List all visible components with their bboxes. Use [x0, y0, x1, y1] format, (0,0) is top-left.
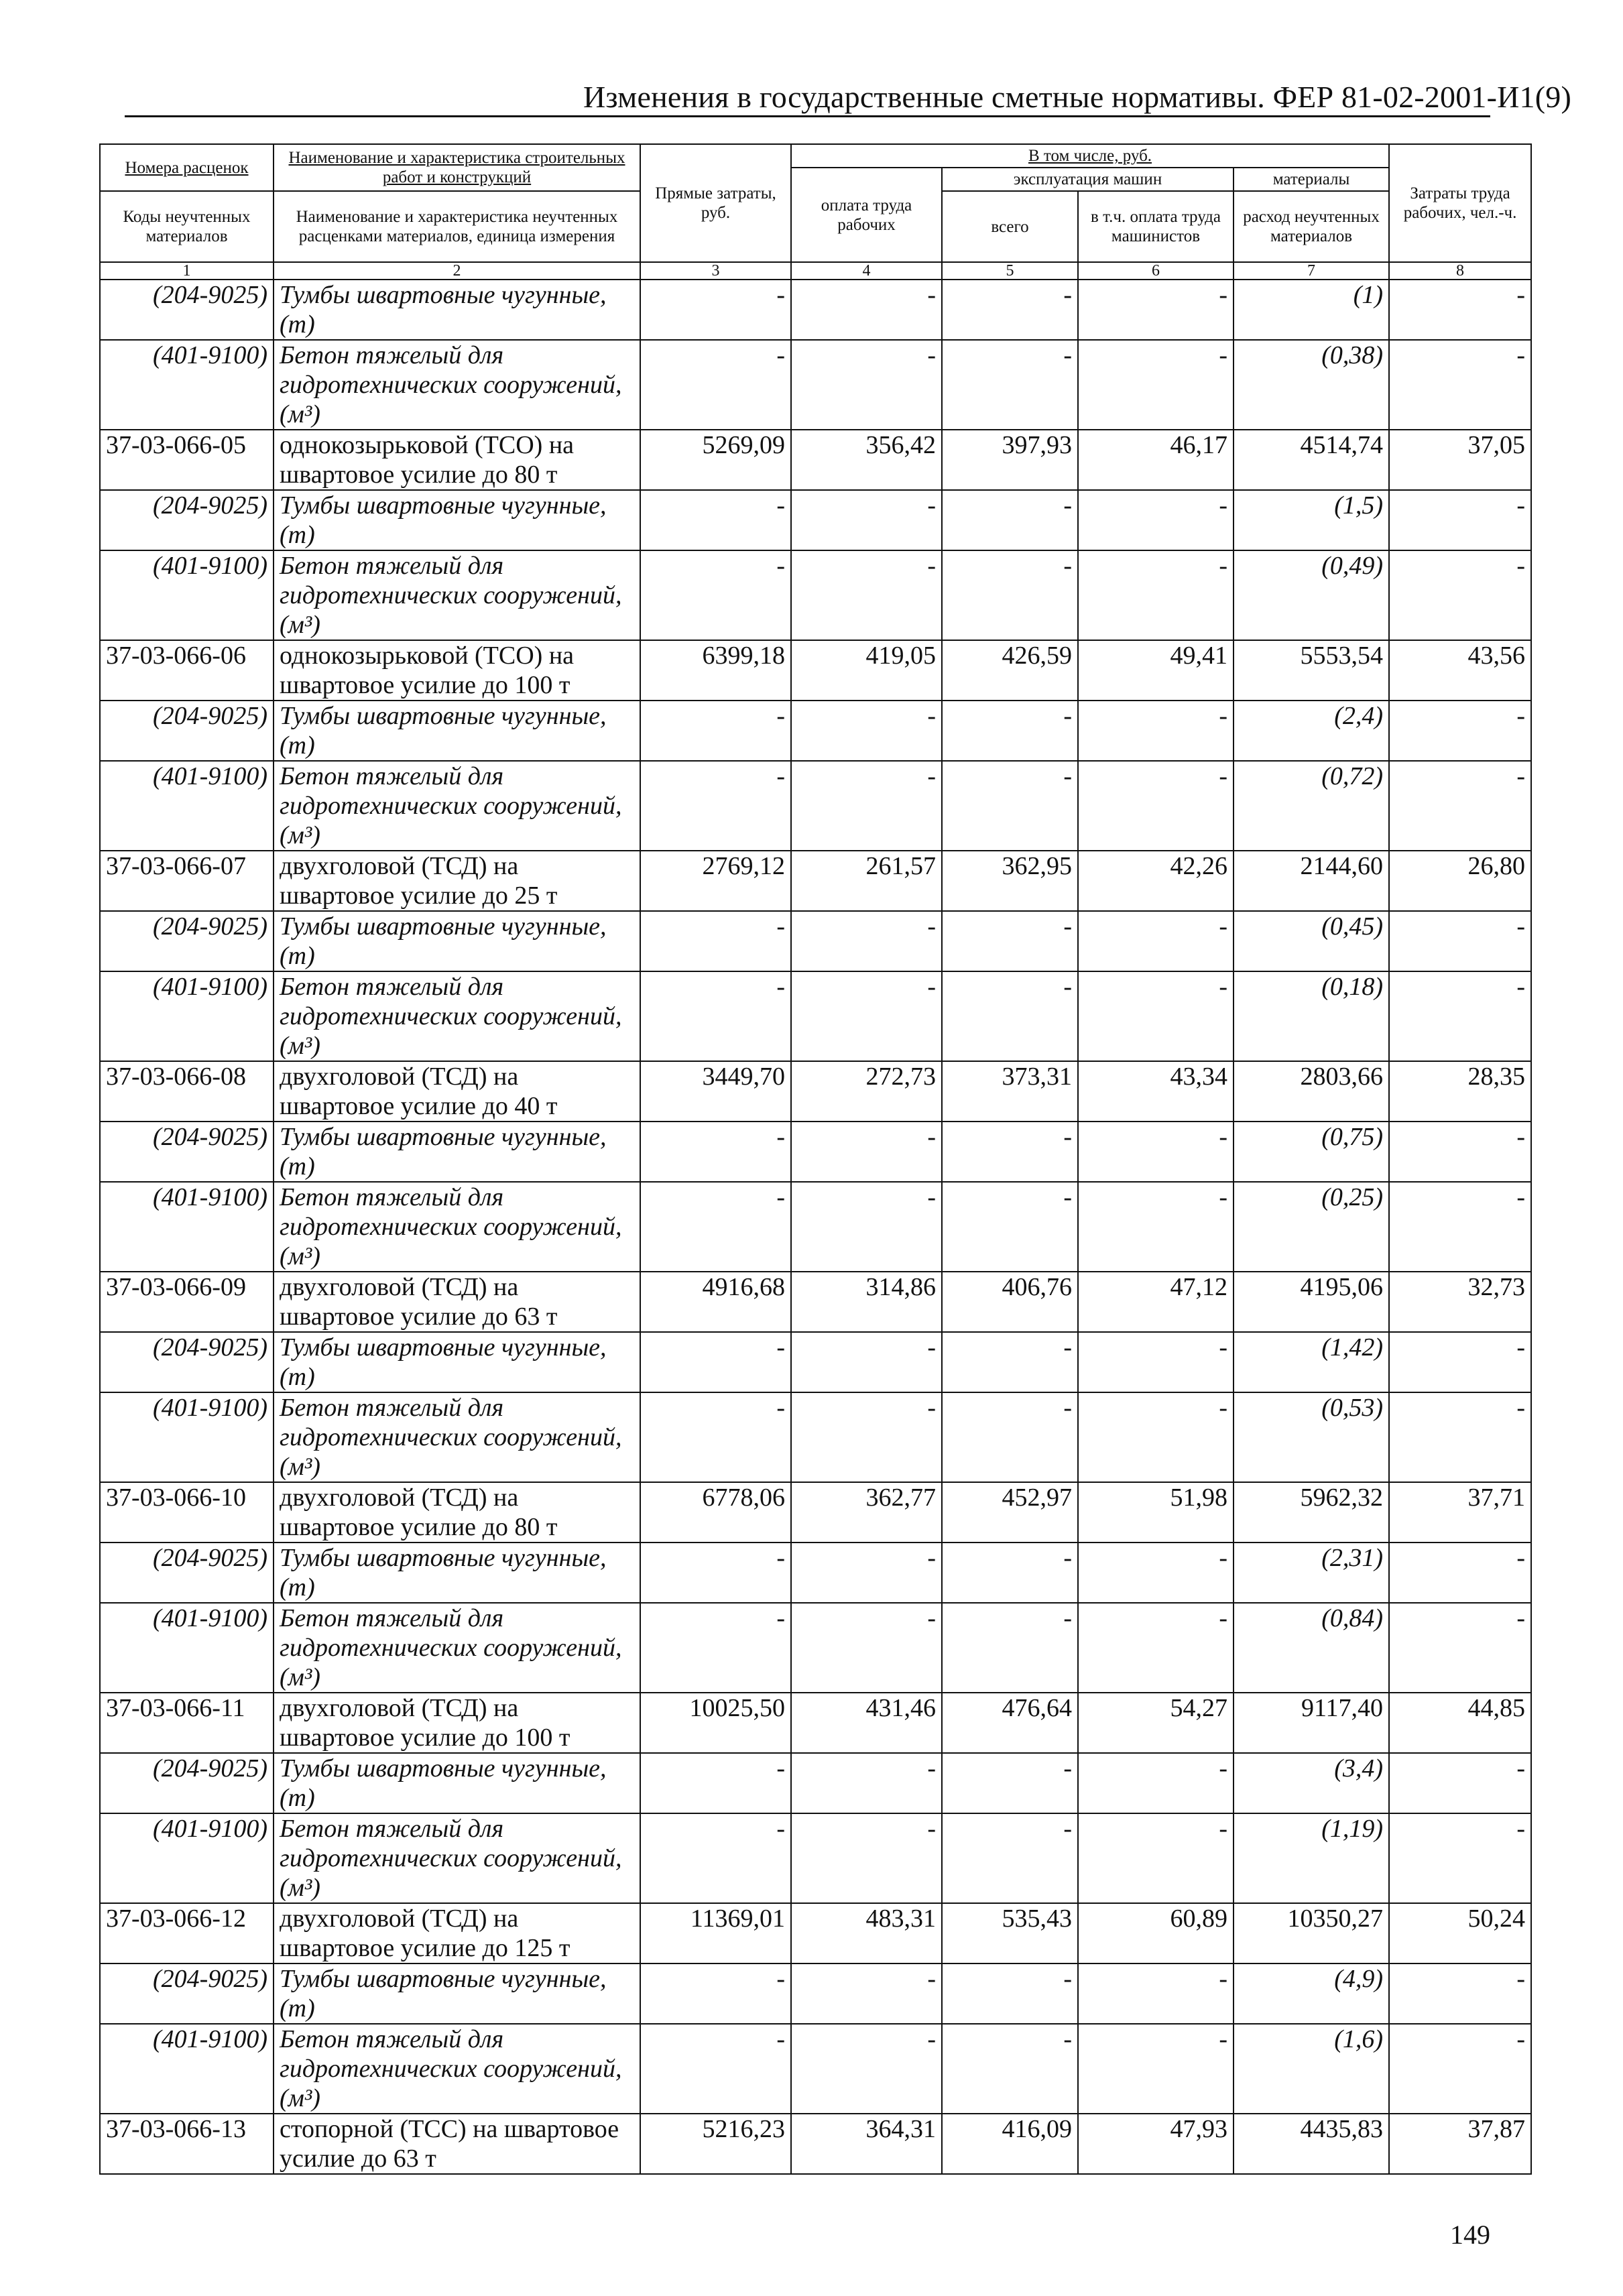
- machinist-wages-cell: -: [1078, 280, 1234, 340]
- machines-total-cell: -: [942, 1963, 1078, 2024]
- material-code: (204-9025): [100, 1963, 274, 2024]
- wages-cell: -: [791, 550, 942, 640]
- header-unaccounted-materials: расход неучтенных материалов: [1234, 191, 1389, 262]
- table-row-material: [100, 1813, 1531, 1903]
- direct-costs-cell: 4916,68: [640, 1272, 791, 1332]
- material-code: (204-9025): [100, 280, 274, 340]
- direct-costs-cell: -: [640, 1182, 791, 1272]
- machines-total-cell: -: [942, 971, 1078, 1061]
- rate-code: 37-03-066-10: [100, 1482, 274, 1543]
- table-row-material: [100, 911, 1531, 971]
- labor-costs-cell: 28,35: [1389, 1061, 1531, 1122]
- material-name: Бетон тяжелый для гидротехнических сооружений, (м³): [274, 1392, 640, 1482]
- work-name: двухголовой (ТСД) на швартовое усилие до 63 т: [274, 1272, 640, 1332]
- table-row-rate: [100, 851, 1531, 911]
- header-work-name-label: Наименование и характеристика строительных работ и конструкций: [288, 149, 625, 186]
- material-name: Бетон тяжелый для гидротехнических сооружений, (м³): [274, 971, 640, 1061]
- labor-costs-cell: 43,56: [1389, 640, 1531, 701]
- column-number: 6: [1078, 262, 1234, 280]
- labor-costs-cell: -: [1389, 1392, 1531, 1482]
- rates-table: [99, 143, 1532, 2175]
- labor-costs-cell: -: [1389, 761, 1531, 851]
- table-row-material: [100, 280, 1531, 340]
- wages-cell: -: [791, 490, 942, 550]
- table-row-rate: [100, 1693, 1531, 1753]
- page-number: 149: [1450, 2220, 1490, 2250]
- materials-cell: 5553,54: [1234, 640, 1389, 701]
- header-including-label: В том числе, руб.: [1028, 147, 1152, 165]
- machinist-wages-cell: 46,17: [1078, 430, 1234, 490]
- direct-costs-cell: -: [640, 490, 791, 550]
- labor-costs-cell: -: [1389, 1543, 1531, 1603]
- table-row-rate: [100, 2114, 1531, 2174]
- labor-costs-cell: -: [1389, 1963, 1531, 2024]
- table-row-material: [100, 1603, 1531, 1693]
- header-machinist-wages: в т.ч. оплата труда машинистов: [1078, 191, 1234, 262]
- machinist-wages-cell: 49,41: [1078, 640, 1234, 701]
- material-code: (401-9100): [100, 1392, 274, 1482]
- material-code: (204-9025): [100, 701, 274, 761]
- header-rate-numbers-label: Номера расценок: [125, 158, 249, 177]
- table-row-material: [100, 2024, 1531, 2114]
- rate-code: 37-03-066-12: [100, 1903, 274, 1963]
- material-consumption-cell: (1,5): [1234, 490, 1389, 550]
- labor-costs-cell: -: [1389, 1813, 1531, 1903]
- labor-costs-cell: 32,73: [1389, 1272, 1531, 1332]
- direct-costs-cell: 2769,12: [640, 851, 791, 911]
- work-name: однокозырьковой (ТСО) на швартовое усилие до 100 т: [274, 640, 640, 701]
- material-consumption-cell: (0,18): [1234, 971, 1389, 1061]
- machinist-wages-cell: -: [1078, 761, 1234, 851]
- material-code: (401-9100): [100, 971, 274, 1061]
- rate-code: 37-03-066-05: [100, 430, 274, 490]
- direct-costs-cell: -: [640, 2024, 791, 2114]
- direct-costs-cell: -: [640, 1332, 791, 1392]
- wages-cell: -: [791, 340, 942, 430]
- material-code: (401-9100): [100, 340, 274, 430]
- wages-cell: -: [791, 1122, 942, 1182]
- wages-cell: -: [791, 761, 942, 851]
- machines-total-cell: -: [942, 1122, 1078, 1182]
- machines-total-cell: 362,95: [942, 851, 1078, 911]
- labor-costs-cell: -: [1389, 1603, 1531, 1693]
- labor-costs-cell: 50,24: [1389, 1903, 1531, 1963]
- materials-cell: 9117,40: [1234, 1693, 1389, 1753]
- machines-total-cell: -: [942, 1182, 1078, 1272]
- direct-costs-cell: -: [640, 761, 791, 851]
- table-row-rate: [100, 1272, 1531, 1332]
- machinist-wages-cell: -: [1078, 971, 1234, 1061]
- material-code: (401-9100): [100, 550, 274, 640]
- machines-total-cell: -: [942, 1543, 1078, 1603]
- machinist-wages-cell: -: [1078, 1392, 1234, 1482]
- wages-cell: -: [791, 911, 942, 971]
- direct-costs-cell: -: [640, 1392, 791, 1482]
- direct-costs-cell: -: [640, 1543, 791, 1603]
- machinist-wages-cell: 43,34: [1078, 1061, 1234, 1122]
- machines-total-cell: 426,59: [942, 640, 1078, 701]
- machines-total-cell: 535,43: [942, 1903, 1078, 1963]
- work-name: двухголовой (ТСД) на швартовое усилие до 125 т: [274, 1903, 640, 1963]
- header-including-group: [791, 144, 1389, 168]
- wages-cell: -: [791, 1543, 942, 1603]
- direct-costs-cell: 6399,18: [640, 640, 791, 701]
- labor-costs-cell: -: [1389, 701, 1531, 761]
- column-number: 2: [274, 262, 640, 280]
- material-name: Тумбы швартовные чугунные, (т): [274, 1122, 640, 1182]
- machines-total-cell: -: [942, 701, 1078, 761]
- table-row-rate: [100, 1061, 1531, 1122]
- material-code: (401-9100): [100, 761, 274, 851]
- labor-costs-cell: -: [1389, 1332, 1531, 1392]
- wages-cell: 356,42: [791, 430, 942, 490]
- wages-cell: -: [791, 1603, 942, 1693]
- labor-costs-cell: -: [1389, 1182, 1531, 1272]
- material-consumption-cell: (1,6): [1234, 2024, 1389, 2114]
- header-machines-total: всего: [942, 191, 1078, 262]
- machinist-wages-cell: 60,89: [1078, 1903, 1234, 1963]
- table-row-material: [100, 550, 1531, 640]
- wages-cell: 419,05: [791, 640, 942, 701]
- direct-costs-cell: 5269,09: [640, 430, 791, 490]
- table-row-material: [100, 971, 1531, 1061]
- direct-costs-cell: -: [640, 280, 791, 340]
- labor-costs-cell: -: [1389, 911, 1531, 971]
- rate-code: 37-03-066-13: [100, 2114, 274, 2174]
- machines-total-cell: -: [942, 911, 1078, 971]
- materials-cell: 4195,06: [1234, 1272, 1389, 1332]
- direct-costs-cell: 6778,06: [640, 1482, 791, 1543]
- material-consumption-cell: (2,4): [1234, 701, 1389, 761]
- wages-cell: -: [791, 1182, 942, 1272]
- column-number: 3: [640, 262, 791, 280]
- machines-total-cell: -: [942, 1392, 1078, 1482]
- material-name: Бетон тяжелый для гидротехнических сооружений, (м³): [274, 1182, 640, 1272]
- machinist-wages-cell: -: [1078, 2024, 1234, 2114]
- direct-costs-cell: -: [640, 550, 791, 640]
- material-consumption-cell: (2,31): [1234, 1543, 1389, 1603]
- column-number: 4: [791, 262, 942, 280]
- labor-costs-cell: -: [1389, 280, 1531, 340]
- column-number: 1: [100, 262, 274, 280]
- column-number: 5: [942, 262, 1078, 280]
- wages-cell: -: [791, 701, 942, 761]
- material-name: Тумбы швартовные чугунные, (т): [274, 1332, 640, 1392]
- direct-costs-cell: 3449,70: [640, 1061, 791, 1122]
- material-name: Тумбы швартовные чугунные, (т): [274, 490, 640, 550]
- header-machines-group: эксплуатация машин: [942, 168, 1234, 191]
- direct-costs-cell: -: [640, 1122, 791, 1182]
- direct-costs-cell: -: [640, 1963, 791, 2024]
- table-body: [100, 280, 1531, 2174]
- table-row-material: [100, 1963, 1531, 2024]
- table-row-material: [100, 1543, 1531, 1603]
- wages-cell: -: [791, 1753, 942, 1813]
- direct-costs-cell: 5216,23: [640, 2114, 791, 2174]
- materials-cell: 10350,27: [1234, 1903, 1389, 1963]
- machines-total-cell: 373,31: [942, 1061, 1078, 1122]
- machines-total-cell: -: [942, 340, 1078, 430]
- header-rate-numbers: [100, 144, 274, 191]
- material-consumption-cell: (0,75): [1234, 1122, 1389, 1182]
- material-consumption-cell: (0,53): [1234, 1392, 1389, 1482]
- table-row-rate: [100, 430, 1531, 490]
- direct-costs-cell: -: [640, 340, 791, 430]
- machines-total-cell: -: [942, 1332, 1078, 1392]
- direct-costs-cell: -: [640, 1603, 791, 1693]
- machines-total-cell: 476,64: [942, 1693, 1078, 1753]
- rate-code: 37-03-066-06: [100, 640, 274, 701]
- header-wages-workers: оплата труда рабочих: [791, 168, 942, 262]
- machinist-wages-cell: -: [1078, 550, 1234, 640]
- machinist-wages-cell: -: [1078, 911, 1234, 971]
- material-code: (401-9100): [100, 1813, 274, 1903]
- material-consumption-cell: (4,9): [1234, 1963, 1389, 2024]
- material-name: Тумбы швартовные чугунные, (т): [274, 280, 640, 340]
- table-row-material: [100, 1753, 1531, 1813]
- labor-costs-cell: 37,87: [1389, 2114, 1531, 2174]
- table-row-material: [100, 1182, 1531, 1272]
- table-row-material: [100, 701, 1531, 761]
- labor-costs-cell: -: [1389, 340, 1531, 430]
- machinist-wages-cell: 42,26: [1078, 851, 1234, 911]
- rate-code: 37-03-066-08: [100, 1061, 274, 1122]
- labor-costs-cell: -: [1389, 1753, 1531, 1813]
- direct-costs-cell: -: [640, 911, 791, 971]
- machines-total-cell: -: [942, 280, 1078, 340]
- material-consumption-cell: (0,45): [1234, 911, 1389, 971]
- material-code: (401-9100): [100, 1182, 274, 1272]
- rate-code: 37-03-066-07: [100, 851, 274, 911]
- work-name: двухголовой (ТСД) на швартовое усилие до 100 т: [274, 1693, 640, 1753]
- material-code: (401-9100): [100, 2024, 274, 2114]
- labor-costs-cell: -: [1389, 971, 1531, 1061]
- machines-total-cell: -: [942, 490, 1078, 550]
- direct-costs-cell: -: [640, 701, 791, 761]
- material-consumption-cell: (0,38): [1234, 340, 1389, 430]
- machinist-wages-cell: -: [1078, 1332, 1234, 1392]
- table-row-rate: [100, 640, 1531, 701]
- header-rule: [125, 115, 1490, 117]
- material-name: Тумбы швартовные чугунные, (т): [274, 1543, 640, 1603]
- material-consumption-cell: (1,19): [1234, 1813, 1389, 1903]
- machines-total-cell: -: [942, 761, 1078, 851]
- material-name: Тумбы швартовные чугунные, (т): [274, 911, 640, 971]
- table-row-rate: [100, 1903, 1531, 1963]
- wages-cell: -: [791, 280, 942, 340]
- machinist-wages-cell: 54,27: [1078, 1693, 1234, 1753]
- material-code: (204-9025): [100, 1122, 274, 1182]
- machinist-wages-cell: 51,98: [1078, 1482, 1234, 1543]
- labor-costs-cell: -: [1389, 550, 1531, 640]
- labor-costs-cell: -: [1389, 2024, 1531, 2114]
- machinist-wages-cell: -: [1078, 1603, 1234, 1693]
- header-labor-costs: Затраты труда рабочих, чел.-ч.: [1389, 144, 1531, 262]
- direct-costs-cell: 10025,50: [640, 1693, 791, 1753]
- machinist-wages-cell: 47,93: [1078, 2114, 1234, 2174]
- work-name: двухголовой (ТСД) на швартовое усилие до 80 т: [274, 1482, 640, 1543]
- material-consumption-cell: (1): [1234, 280, 1389, 340]
- material-consumption-cell: (0,49): [1234, 550, 1389, 640]
- material-consumption-cell: (1,42): [1234, 1332, 1389, 1392]
- material-consumption-cell: (0,84): [1234, 1603, 1389, 1693]
- machines-total-cell: 406,76: [942, 1272, 1078, 1332]
- table-row-material: [100, 1392, 1531, 1482]
- machinist-wages-cell: -: [1078, 490, 1234, 550]
- direct-costs-cell: 11369,01: [640, 1903, 791, 1963]
- wages-cell: -: [791, 2024, 942, 2114]
- wages-cell: 364,31: [791, 2114, 942, 2174]
- labor-costs-cell: -: [1389, 1122, 1531, 1182]
- material-code: (401-9100): [100, 1603, 274, 1693]
- work-name: двухголовой (ТСД) на швартовое усилие до 25 т: [274, 851, 640, 911]
- wages-cell: -: [791, 971, 942, 1061]
- machinist-wages-cell: -: [1078, 701, 1234, 761]
- machinist-wages-cell: -: [1078, 340, 1234, 430]
- material-name: Бетон тяжелый для гидротехнических сооружений, (м³): [274, 550, 640, 640]
- work-name: однокозырьковой (ТСО) на швартовое усилие до 80 т: [274, 430, 640, 490]
- material-name: Тумбы швартовные чугунные, (т): [274, 1753, 640, 1813]
- rate-code: 37-03-066-11: [100, 1693, 274, 1753]
- header-material-codes: Коды неучтенных материалов: [100, 191, 274, 262]
- machines-total-cell: -: [942, 1753, 1078, 1813]
- machines-total-cell: -: [942, 550, 1078, 640]
- machinist-wages-cell: -: [1078, 1813, 1234, 1903]
- machinist-wages-cell: -: [1078, 1963, 1234, 2024]
- wages-cell: 362,77: [791, 1482, 942, 1543]
- column-number: 8: [1389, 262, 1531, 280]
- labor-costs-cell: 37,71: [1389, 1482, 1531, 1543]
- labor-costs-cell: 26,80: [1389, 851, 1531, 911]
- header-material-names: Наименование и характеристика неучтенных расценками материалов, единица измерения: [274, 191, 640, 262]
- header-direct-costs: Прямые затраты, руб.: [640, 144, 791, 262]
- material-name: Бетон тяжелый для гидротехнических сооружений, (м³): [274, 340, 640, 430]
- material-consumption-cell: (0,72): [1234, 761, 1389, 851]
- direct-costs-cell: -: [640, 1753, 791, 1813]
- material-name: Бетон тяжелый для гидротехнических сооружений, (м³): [274, 2024, 640, 2114]
- direct-costs-cell: -: [640, 1813, 791, 1903]
- material-code: (204-9025): [100, 1543, 274, 1603]
- machinist-wages-cell: -: [1078, 1182, 1234, 1272]
- materials-cell: 2803,66: [1234, 1061, 1389, 1122]
- labor-costs-cell: 37,05: [1389, 430, 1531, 490]
- wages-cell: 314,86: [791, 1272, 942, 1332]
- material-name: Бетон тяжелый для гидротехнических сооружений, (м³): [274, 1813, 640, 1903]
- wages-cell: 272,73: [791, 1061, 942, 1122]
- machinist-wages-cell: -: [1078, 1122, 1234, 1182]
- wages-cell: -: [791, 1392, 942, 1482]
- labor-costs-cell: 44,85: [1389, 1693, 1531, 1753]
- material-code: (204-9025): [100, 490, 274, 550]
- wages-cell: 261,57: [791, 851, 942, 911]
- machines-total-cell: 452,97: [942, 1482, 1078, 1543]
- wages-cell: -: [791, 1963, 942, 2024]
- work-name: двухголовой (ТСД) на швартовое усилие до 40 т: [274, 1061, 640, 1122]
- material-name: Бетон тяжелый для гидротехнических сооружений, (м³): [274, 761, 640, 851]
- machines-total-cell: -: [942, 2024, 1078, 2114]
- material-name: Тумбы швартовные чугунные, (т): [274, 701, 640, 761]
- machinist-wages-cell: -: [1078, 1753, 1234, 1813]
- wages-cell: -: [791, 1813, 942, 1903]
- material-code: (204-9025): [100, 911, 274, 971]
- wages-cell: 431,46: [791, 1693, 942, 1753]
- table-row-material: [100, 340, 1531, 430]
- header-materials-group: материалы: [1234, 168, 1389, 191]
- rate-code: 37-03-066-09: [100, 1272, 274, 1332]
- material-consumption-cell: (3,4): [1234, 1753, 1389, 1813]
- material-name: Бетон тяжелый для гидротехнических сооружений, (м³): [274, 1603, 640, 1693]
- table-row-material: [100, 490, 1531, 550]
- labor-costs-cell: -: [1389, 490, 1531, 550]
- table-row-material: [100, 1122, 1531, 1182]
- materials-cell: 5962,32: [1234, 1482, 1389, 1543]
- work-name: стопорной (ТСС) на швартовое усилие до 63 т: [274, 2114, 640, 2174]
- material-code: (204-9025): [100, 1753, 274, 1813]
- machinist-wages-cell: 47,12: [1078, 1272, 1234, 1332]
- materials-cell: 4435,83: [1234, 2114, 1389, 2174]
- material-consumption-cell: (0,25): [1234, 1182, 1389, 1272]
- wages-cell: 483,31: [791, 1903, 942, 1963]
- materials-cell: 4514,74: [1234, 430, 1389, 490]
- machines-total-cell: 397,93: [942, 430, 1078, 490]
- column-number: 7: [1234, 262, 1389, 280]
- page-header-title: Изменения в государственные сметные нормативы. ФЕР 81-02-2001-И1(9): [583, 80, 1571, 114]
- table-row-rate: [100, 1482, 1531, 1543]
- machines-total-cell: 416,09: [942, 2114, 1078, 2174]
- material-code: (204-9025): [100, 1332, 274, 1392]
- machines-total-cell: -: [942, 1603, 1078, 1693]
- table-row-material: [100, 761, 1531, 851]
- table-row-material: [100, 1332, 1531, 1392]
- wages-cell: -: [791, 1332, 942, 1392]
- header-work-name: [274, 144, 640, 191]
- material-name: Тумбы швартовные чугунные, (т): [274, 1963, 640, 2024]
- direct-costs-cell: -: [640, 971, 791, 1061]
- materials-cell: 2144,60: [1234, 851, 1389, 911]
- machinist-wages-cell: -: [1078, 1543, 1234, 1603]
- machines-total-cell: -: [942, 1813, 1078, 1903]
